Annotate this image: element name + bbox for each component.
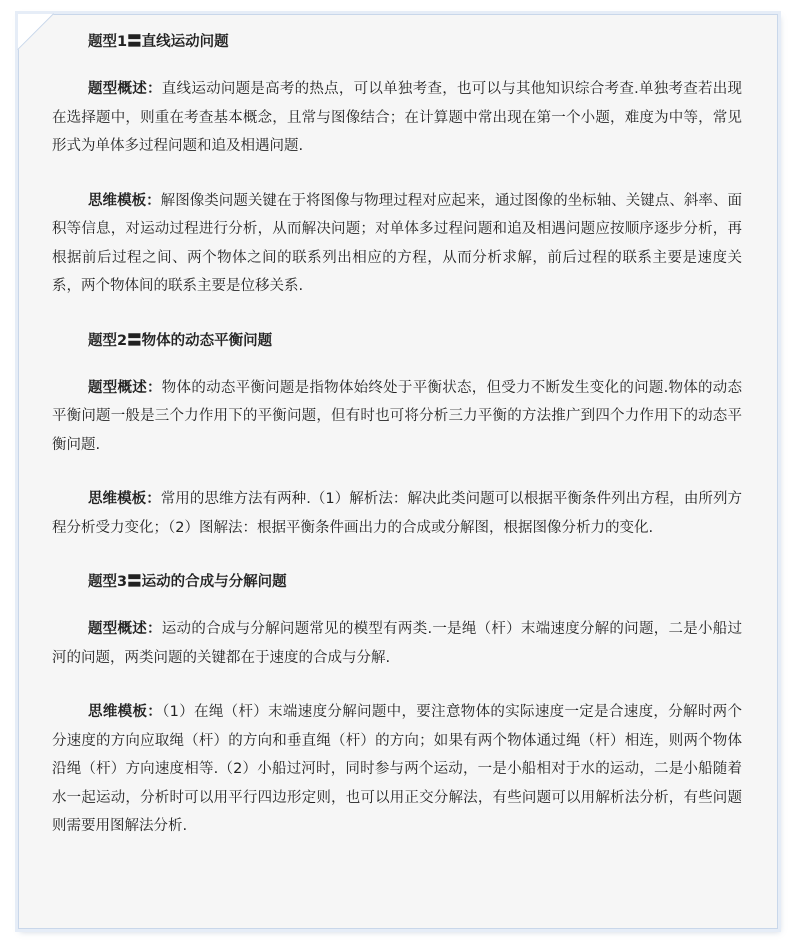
section-1-overview [52, 75, 742, 161]
section-2-template-text: 常用的思维方法有两种.（1）解析法：解决此类问题可以根据平衡条件列出方程，由所列方程分析受力变化；（2）图解法：根据平衡条件画出力的合成或分解图，根据图像分析力的变化. [52, 491, 742, 536]
section-2-overview-text: 物体的动态平衡问题是指物体始终处于平衡状态，但受力不断发生变化的问题.物体的动态平衡问题一般是三个力作用下的平衡问题，但有时也可将分析三力平衡的方法推广到四个力作用下的动态平衡问题. [52, 379, 742, 453]
section-2-template [52, 485, 742, 542]
section-2-template-label: 思维模板： [88, 491, 161, 507]
section-3-template [52, 698, 742, 841]
section-3-template-text: （1）在绳（杆）末端速度分解问题中，要注意物体的实际速度一定是合速度，分解时两个分速度的方向应取绳（杆）的方向和垂直绳（杆）的方向；如果有两个物体通过绳（杆）相连，则两个物体沿绳（杆）方向速度相等.（2）小船过河时，同时参与两个运动，一是小船相对于水的运动，二是小船随着水一起运动，分析时可以用平行四边形定则，也可以用正交分解法，有些问题可以用解析法分析，有些问题则需要用图解法分析. [52, 704, 742, 834]
section-1-overview-text: 直线运动问题是高考的热点，可以单独考查，也可以与其他知识综合考查.单独考查若出现在选择题中，则重在考查基本概念，且常与图像结合；在计算题中常出现在第一个小题，难度为中等，常见形式为单体多过程问题和追及相遇问题. [52, 81, 742, 154]
section-1-heading: 题型1〓直线运动问题 [88, 34, 229, 50]
section-3-overview [52, 615, 742, 672]
document-content [52, 28, 742, 841]
section-3-overview-text: 运动的合成与分解问题常见的模型有两类.一是绳（杆）末端速度分解的问题，二是小船过河的问题，两类问题的关键都在于速度的合成与分解. [52, 621, 742, 666]
section-1-template-text: 解图像类问题关键在于将图像与物理过程对应起来，通过图像的坐标轴、关键点、斜率、面积等信息，对运动过程进行分析，从而解决问题；对单体多过程问题和追及相遇问题应按顺序逐步分析，再根据前后过程之间、两个物体之间的联系列出相应的方程，从而分析求解，前后过程的联系主要是速度关系，两个物体间的联系主要是位移关系. [52, 192, 742, 294]
section-1-template-label: 思维模板： [88, 192, 161, 209]
section-1-template [52, 187, 742, 301]
section-3-heading: 题型3〓运动的合成与分解问题 [88, 574, 287, 590]
section-3-template-label: 思维模板： [88, 704, 163, 720]
section-2-heading: 题型2〓物体的动态平衡问题 [88, 332, 273, 349]
section-2-overview-label: 题型概述： [88, 379, 162, 396]
section-1-overview-label: 题型概述： [88, 81, 162, 97]
section-2-overview [52, 374, 742, 460]
section-3-overview-label: 题型概述： [88, 621, 162, 637]
